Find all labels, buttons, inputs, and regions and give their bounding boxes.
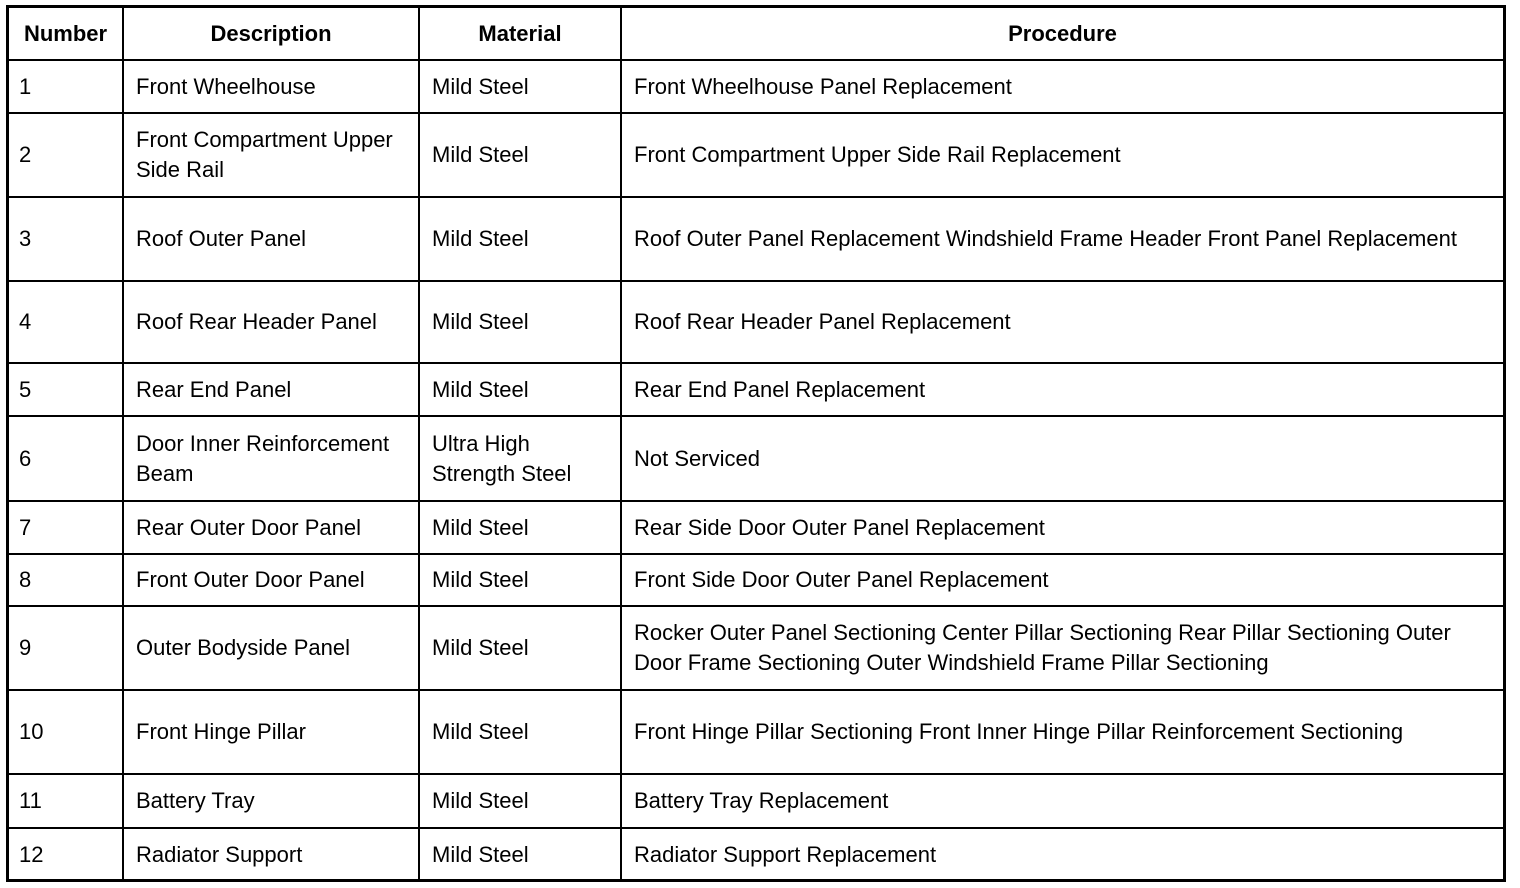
table-row — [9, 606, 1503, 690]
cell-material: Mild Steel — [419, 363, 621, 416]
cell-procedure: Front Compartment Upper Side Rail Replacement — [621, 113, 1503, 197]
parts-table-container — [6, 5, 1506, 882]
cell-number: 2 — [9, 113, 123, 197]
header-number: Number — [9, 8, 123, 60]
table-row — [9, 416, 1503, 501]
cell-material: Mild Steel — [419, 197, 621, 281]
cell-material: Ultra High Strength Steel — [419, 416, 621, 501]
table-row — [9, 690, 1503, 774]
header-description: Description — [123, 8, 419, 60]
cell-number: 9 — [9, 606, 123, 690]
cell-description: Outer Bodyside Panel — [123, 606, 419, 690]
table-row — [9, 363, 1503, 416]
table-row — [9, 501, 1503, 554]
cell-description: Front Wheelhouse — [123, 60, 419, 113]
table-row — [9, 113, 1503, 197]
cell-procedure: Battery Tray Replacement — [621, 774, 1503, 828]
cell-material: Mild Steel — [419, 281, 621, 363]
cell-material: Mild Steel — [419, 828, 621, 881]
cell-procedure: Front Wheelhouse Panel Replacement — [621, 60, 1503, 113]
cell-number: 4 — [9, 281, 123, 363]
table-header-row — [9, 8, 1503, 60]
cell-material: Mild Steel — [419, 690, 621, 774]
cell-material: Mild Steel — [419, 60, 621, 113]
cell-description: Front Compartment Upper Side Rail — [123, 113, 419, 197]
cell-procedure: Front Side Door Outer Panel Replacement — [621, 554, 1503, 606]
cell-procedure: Roof Rear Header Panel Replacement — [621, 281, 1503, 363]
cell-material: Mild Steel — [419, 113, 621, 197]
parts-table — [9, 8, 1503, 881]
cell-number: 7 — [9, 501, 123, 554]
table-row — [9, 554, 1503, 606]
cell-material: Mild Steel — [419, 554, 621, 606]
table-row — [9, 197, 1503, 281]
cell-description: Rear End Panel — [123, 363, 419, 416]
cell-procedure: Rear Side Door Outer Panel Replacement — [621, 501, 1503, 554]
header-material: Material — [419, 8, 621, 60]
cell-description: Radiator Support — [123, 828, 419, 881]
cell-number: 6 — [9, 416, 123, 501]
cell-number: 10 — [9, 690, 123, 774]
cell-number: 3 — [9, 197, 123, 281]
cell-number: 12 — [9, 828, 123, 881]
cell-description: Rear Outer Door Panel — [123, 501, 419, 554]
cell-description: Battery Tray — [123, 774, 419, 828]
cell-material: Mild Steel — [419, 501, 621, 554]
cell-number: 5 — [9, 363, 123, 416]
table-row — [9, 60, 1503, 113]
cell-material: Mild Steel — [419, 774, 621, 828]
cell-description: Front Hinge Pillar — [123, 690, 419, 774]
cell-procedure: Front Hinge Pillar Sectioning Front Inner Hinge Pillar Reinforcement Sectioning — [621, 690, 1503, 774]
cell-description: Door Inner Reinforcement Beam — [123, 416, 419, 501]
cell-procedure: Radiator Support Replacement — [621, 828, 1503, 881]
cell-procedure: Rear End Panel Replacement — [621, 363, 1503, 416]
table-row — [9, 774, 1503, 828]
cell-procedure: Rocker Outer Panel Sectioning Center Pillar Sectioning Rear Pillar Sectioning Outer Door Frame Sectioning Outer Windshield Frame Pillar Sectioning — [621, 606, 1503, 690]
cell-material: Mild Steel — [419, 606, 621, 690]
cell-description: Roof Outer Panel — [123, 197, 419, 281]
cell-number: 1 — [9, 60, 123, 113]
header-procedure: Procedure — [621, 8, 1503, 60]
cell-number: 11 — [9, 774, 123, 828]
cell-procedure: Not Serviced — [621, 416, 1503, 501]
table-row — [9, 828, 1503, 881]
table-row — [9, 281, 1503, 363]
cell-procedure: Roof Outer Panel Replacement Windshield Frame Header Front Panel Replacement — [621, 197, 1503, 281]
cell-description: Roof Rear Header Panel — [123, 281, 419, 363]
cell-description: Front Outer Door Panel — [123, 554, 419, 606]
cell-number: 8 — [9, 554, 123, 606]
